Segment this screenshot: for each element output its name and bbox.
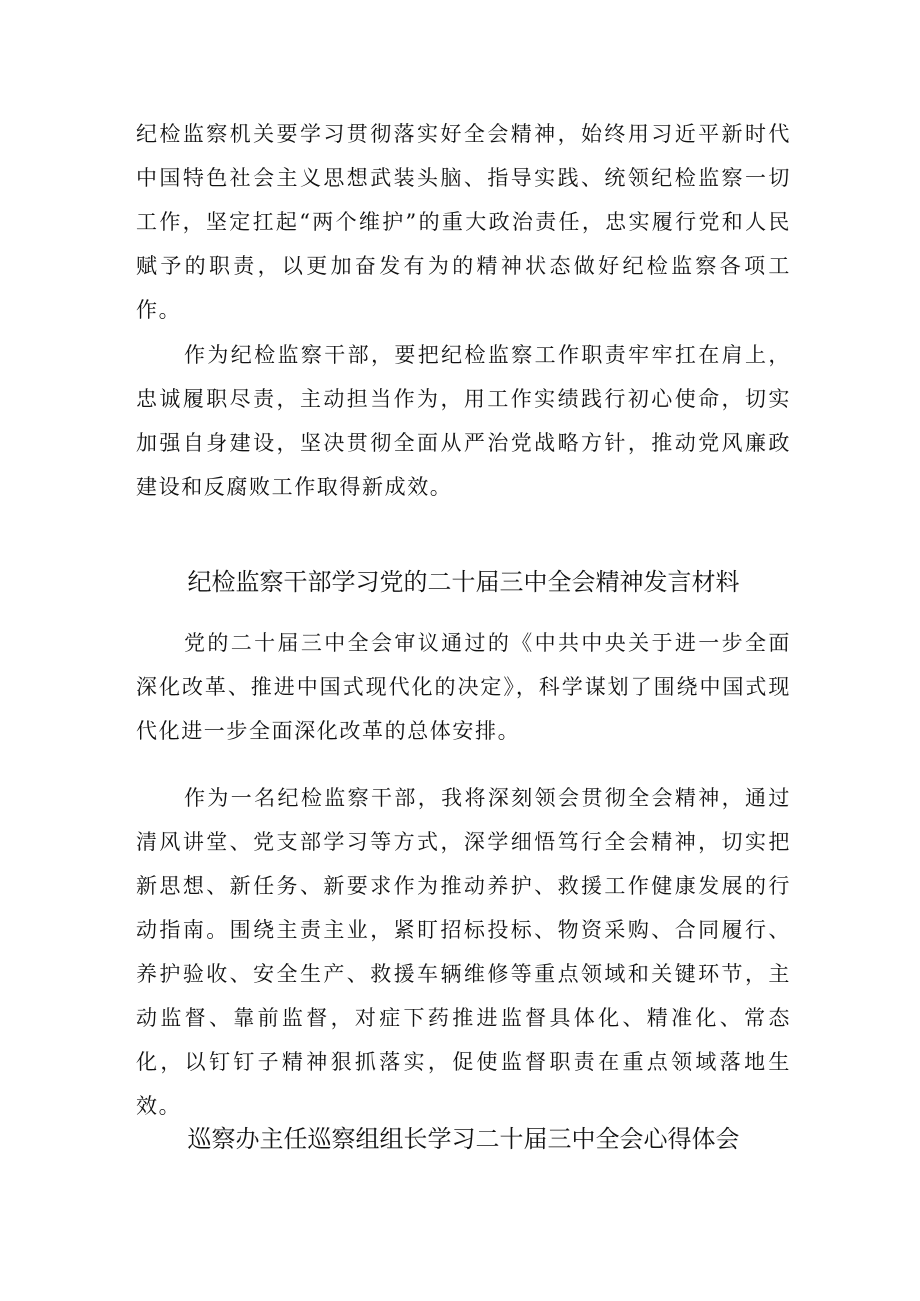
body-paragraph-4: 作为一名纪检监察干部，我将深刻领会贯彻全会精神，通过清风讲堂、党支部学习等方式，深学细悟笃行全会精神，切实把新思想、新任务、新要求作为推动养护、救援工作健康发展的行动指南。围绕主责主业，紧盯招标投标、物资采购、合同履行、养护验收、安全生产、救援车辆维修等重点领域和关键环节，主动监督、靠前监督，对症下药推进监督具体化、精准化、常态化，以钉钉子精神狠抓落实，促使监督职责在重点领域落地生效。 [136,786,791,1118]
section-heading-1: 纪检监察干部学习党的二十届三中全会精神发言材料 [187,568,740,596]
section-heading-2: 巡察办主任巡察组组长学习二十届三中全会心得体会 [187,1125,740,1153]
body-paragraph-3: 党的二十届三中全会审议通过的《中共中央关于进一步全面深化改革、推进中国式现代化的决定》，科学谋划了围绕中国式现代化进一步全面深化改革的总体安排。 [136,631,791,743]
body-paragraph-1: 纪检监察机关要学习贯彻落实好全会精神，始终用习近平新时代中国特色社会主义思想武装头脑、指导实践、统领纪检监察一切工作，坚定扛起“两个维护”的重大政治责任，忠实履行党和人民赋予的职责，以更加奋发有为的精神状态做好纪检监察各项工作。 [136,122,791,322]
body-paragraph-2: 作为纪检监察干部，要把纪检监察工作职责牢牢扛在肩上，忠诚履职尽责，主动担当作为，用工作实绩践行初心使命，切实加强自身建设，坚决贯彻全面从严治党战略方针，推动党风廉政建设和反腐败工作取得新成效。 [136,343,791,499]
